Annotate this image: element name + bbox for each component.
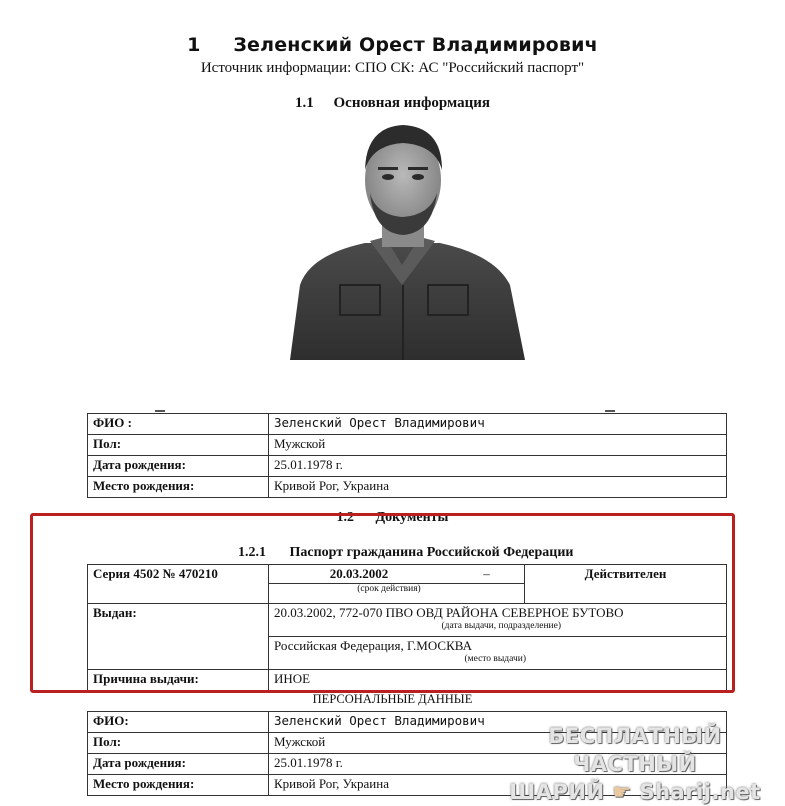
scan-mark (605, 410, 615, 412)
label-cell: Место рождения: (88, 775, 269, 796)
reason-value: ИНОЕ (269, 670, 727, 691)
section-heading-basic-info (0, 95, 785, 112)
label-cell: Место рождения: (88, 477, 269, 498)
section-title: Основная информация (333, 95, 490, 111)
issued-value: 20.03.2002, 772-070 ПВО ОВД РАЙОНА СЕВЕРНОЕ БУТОВО (274, 605, 624, 620)
subsection-number: 1.2.1 (238, 545, 266, 560)
passport-status: Действителен (525, 565, 727, 604)
personal-data-title: ПЕРСОНАЛЬНЫЕ ДАННЫЕ (312, 692, 473, 706)
highlight-box (30, 513, 735, 693)
table-row (88, 414, 727, 435)
place-value: Российская Федерация, Г.МОСКВА (274, 638, 472, 653)
document-heading (0, 34, 785, 56)
label-cell: Пол: (88, 733, 269, 754)
value-cell: Мужской (269, 733, 727, 754)
validity-dash: – (449, 565, 524, 584)
issued-caption: (дата выдачи, подразделение) (441, 621, 561, 631)
label-cell: Дата рождения: (88, 754, 269, 775)
watermark-line: БЕСПЛАТНЫЙ ЧАСТНЫЙ (548, 724, 722, 776)
table-row (88, 456, 727, 477)
label-cell: ФИО: (88, 712, 269, 733)
place-caption: (место выдачи) (464, 654, 526, 664)
information-source: Источник информации: СПО СК: АС "Российский паспорт" (200, 60, 585, 76)
heading-number: 1 (187, 34, 201, 56)
label-cell: ФИО : (88, 414, 269, 435)
subsection-title: Паспорт гражданина Российской Федерации (289, 545, 574, 560)
table-row (88, 477, 727, 498)
value-cell: Зеленский Орест Владимирович (269, 414, 727, 435)
section-title: Документы (375, 510, 449, 525)
validity-caption: (срок действия) (357, 584, 421, 594)
basic-info-table (87, 413, 727, 498)
portrait-photo (270, 115, 535, 360)
section-number: 1.1 (295, 95, 314, 111)
watermark-site: Sharij.net (639, 780, 761, 804)
reason-label: Причина выдачи: (88, 670, 269, 691)
value-cell: Мужской (269, 435, 727, 456)
validity-date: 20.03.2002 (269, 565, 449, 584)
value-cell: Зеленский Орест Владимирович (269, 712, 727, 733)
passport-series: Серия 4502 № 470210 (88, 565, 269, 604)
table-row (88, 435, 727, 456)
pointing-hand-icon: ☛ (612, 780, 632, 804)
value-cell: Кривой Рог, Украина (269, 775, 727, 796)
watermark (500, 722, 770, 806)
heading-name: Зеленский Орест Владимирович (233, 34, 598, 56)
issued-label: Выдан: (88, 604, 269, 670)
watermark-word: ШАРИЙ (509, 780, 605, 804)
label-cell: Дата рождения: (88, 456, 269, 477)
value-cell: 25.01.1978 г. (269, 456, 727, 477)
watermark-line (500, 778, 770, 806)
value-cell: 25.01.1978 г. (269, 754, 727, 775)
label-cell: Пол: (88, 435, 269, 456)
scan-mark (155, 410, 165, 412)
section-number: 1.2 (336, 510, 355, 525)
value-cell: Кривой Рог, Украина (269, 477, 727, 498)
